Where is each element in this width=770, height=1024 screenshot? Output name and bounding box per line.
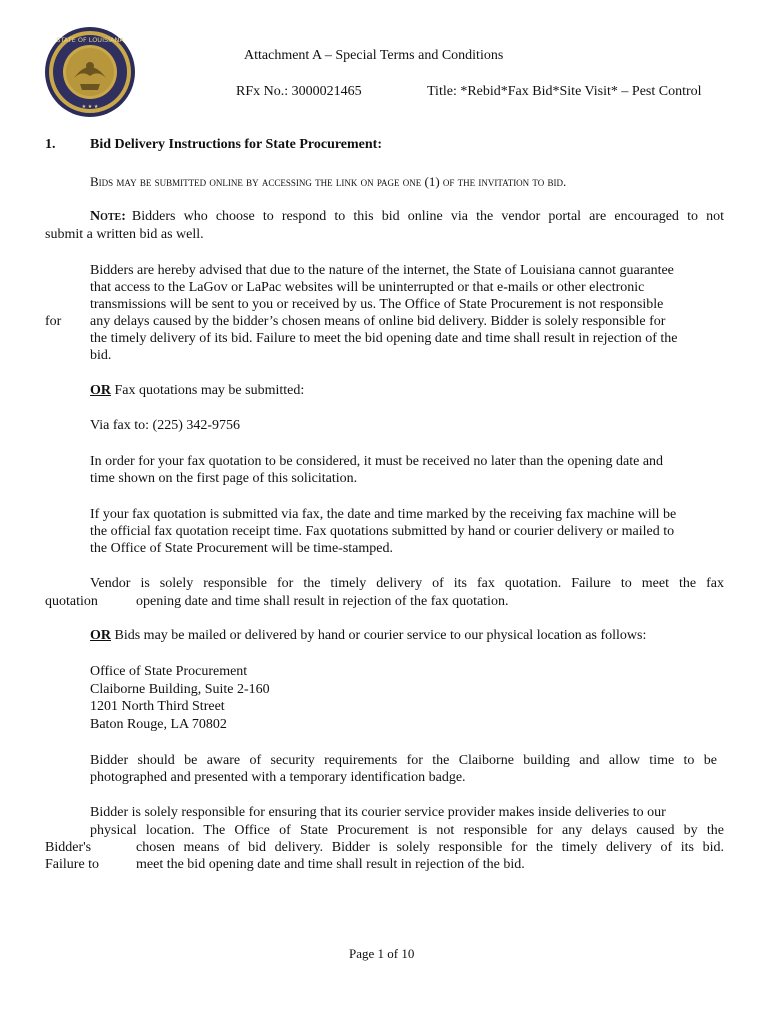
section-heading: Bid Delivery Instructions for State Procurement: bbox=[90, 137, 383, 152]
courier-line-1: Bidder is solely responsible for ensuring that its courier service provider makes inside deliveries to our bbox=[90, 805, 666, 820]
online-submission-note: Bids may be submitted online by accessing the link on page one (1) of the invitation to bid. bbox=[90, 174, 567, 189]
section-number: 1. bbox=[45, 137, 56, 152]
note-text-line2: submit a written bid as well. bbox=[45, 227, 204, 242]
or-label-mail: OR bbox=[90, 628, 111, 643]
vendor-line-2-prefix: quotation bbox=[45, 594, 98, 609]
or-mail-text: Bids may be mailed or delivered by hand or courier service to our physical location as follows: bbox=[111, 628, 647, 643]
attachment-title: Attachment A – Special Terms and Conditions bbox=[244, 48, 504, 63]
or-label-fax: OR bbox=[90, 383, 111, 398]
svg-text:STATE OF LOUISIANA: STATE OF LOUISIANA bbox=[56, 36, 124, 44]
security-line-1: Bidder should be aware of security requirements for the Claiborne building and allow time to be bbox=[90, 753, 717, 768]
page-number: Page 1 of 10 bbox=[349, 946, 415, 961]
internet-line-2: that access to the LaGov or LaPac websites will be uninterrupted or that e-mails or other electronic bbox=[90, 280, 645, 295]
address-line-3: 1201 North Third Street bbox=[90, 699, 225, 714]
fax-time-line-1: If your fax quotation is submitted via fax, the date and time marked by the receiving fax machine will be bbox=[90, 507, 677, 522]
courier-line-3: chosen means of bid delivery. Bidder is solely responsible for the timely delivery of its bid. bbox=[136, 840, 724, 855]
courier-line-2: physical location. The Office of State Procurement is not responsible for any delays caused by the bbox=[90, 823, 724, 838]
note-text-line1: Bidders who choose to respond to this bid online via the vendor portal are encouraged to not bbox=[131, 209, 724, 224]
address-line-2: Claiborne Building, Suite 2-160 bbox=[90, 682, 270, 697]
vendor-line-1: Vendor is solely responsible for the timely delivery of its fax quotation. Failure to meet the fax bbox=[90, 576, 724, 591]
address-line-4: Baton Rouge, LA 70802 bbox=[90, 717, 227, 732]
fax-time-line-2: the official fax quotation receipt time. Fax quotations submitted by hand or courier delivery or mailed to bbox=[90, 524, 675, 539]
svg-text:★ ★ ★: ★ ★ ★ bbox=[81, 104, 99, 110]
courier-line-4-prefix: Failure to bbox=[45, 857, 100, 872]
internet-line-4: any delays caused by the bidder’s chosen means of online bid delivery. Bidder is solely responsible for bbox=[90, 314, 666, 329]
internet-line-4-prefix: for bbox=[45, 314, 62, 329]
internet-line-6: bid. bbox=[90, 348, 112, 363]
rfx-number: RFx No.: 3000021465 bbox=[236, 84, 362, 99]
fax-time-line-3: the Office of State Procurement will be time-stamped. bbox=[90, 541, 393, 556]
internet-line-3: transmissions will be sent to you or received by us. The Office of State Procurement is not responsible bbox=[90, 297, 664, 312]
or-fax-text: Fax quotations may be submitted: bbox=[111, 383, 305, 398]
security-line-2: photographed and presented with a temporary identification badge. bbox=[90, 770, 466, 785]
state-seal-logo bbox=[44, 26, 136, 118]
courier-line-3-prefix: Bidder's bbox=[45, 840, 92, 855]
internet-line-5: the timely delivery of its bid. Failure to meet the bid opening date and time shall result in rejection of the bbox=[90, 331, 678, 346]
address-line-1: Office of State Procurement bbox=[90, 664, 248, 679]
fax-number: Via fax to: (225) 342-9756 bbox=[90, 418, 241, 433]
vendor-line-2: opening date and time shall result in rejection of the fax quotation. bbox=[136, 594, 509, 609]
fax-consider-line-1: In order for your fax quotation to be considered, it must be received no later than the opening date and bbox=[90, 454, 664, 469]
internet-line-1: Bidders are hereby advised that due to the nature of the internet, the State of Louisiana cannot guarantee bbox=[90, 263, 674, 278]
courier-line-4: meet the bid opening date and time shall result in rejection of the bid. bbox=[136, 857, 525, 872]
note-label: Note: bbox=[90, 209, 126, 224]
fax-consider-line-2: time shown on the first page of this solicitation. bbox=[90, 471, 358, 486]
bid-title: Title: *Rebid*Fax Bid*Site Visit* – Pest Control bbox=[427, 84, 702, 99]
